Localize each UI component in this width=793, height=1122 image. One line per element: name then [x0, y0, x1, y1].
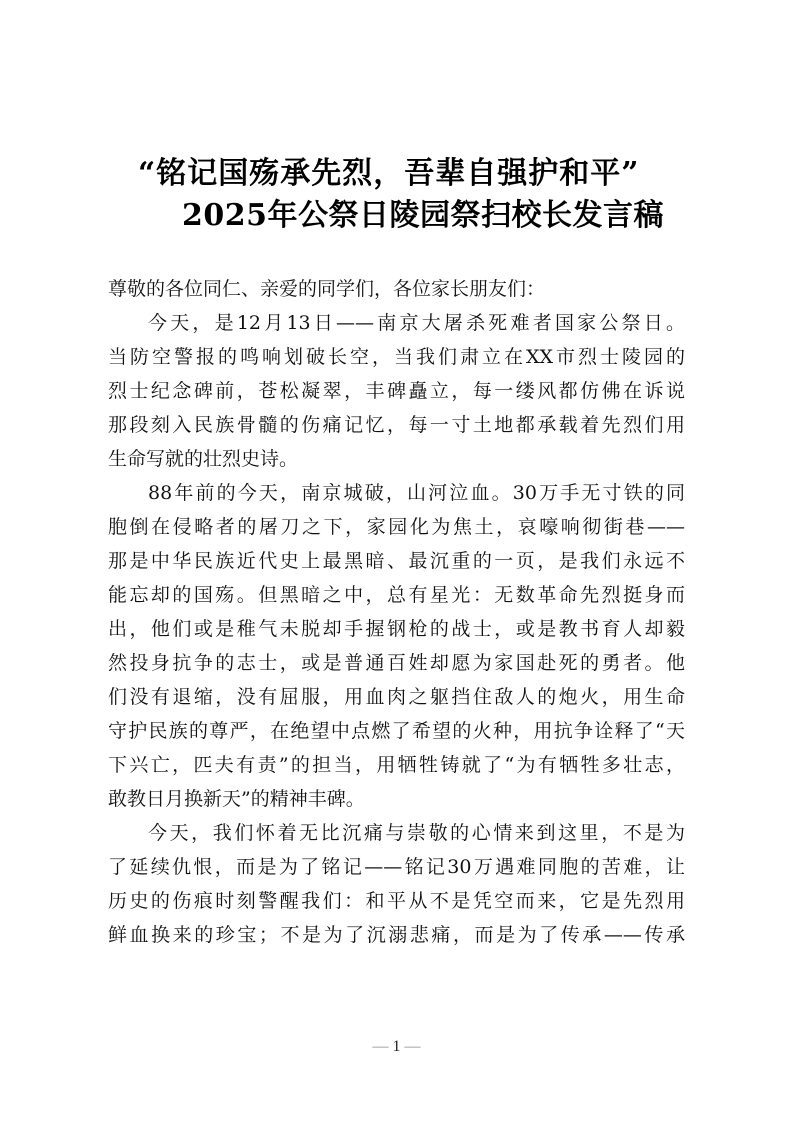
text-line: 历史的伤痕时刻警醒我们：和平从不是凭空而来，它是先烈用	[108, 890, 685, 912]
text-line: 然投身抗争的志士，或是普通百姓却愿为家国赴死的勇者。他	[108, 652, 685, 674]
document-body	[108, 272, 698, 952]
footer-dash-right: —	[404, 1038, 421, 1055]
text-line: 能忘却的国殇。但黑暗之中，总有星光：无数革命先烈挺身而	[108, 584, 685, 606]
text-line: 烈士纪念碑前，苍松凝翠，丰碑矗立，每一缕风都仿佛在诉说	[108, 380, 685, 402]
text-line: 当防空警报的鸣响划破长空，当我们肃立在XX市烈士陵园的	[108, 346, 685, 368]
text-line: 那段刻入民族骨髓的伤痛记忆，每一寸土地都承载着先烈们用	[108, 414, 685, 436]
text-line: 鲜血换来的珍宝；不是为了沉溺悲痛，而是为了传承——传承	[108, 924, 685, 946]
text-line: 敢教日月换新天”的精神丰碑。	[108, 788, 365, 810]
text-line: 下兴亡，匹夫有责”的担当，用牺牲铸就了“为有牺牲多壮志，	[108, 754, 685, 776]
page-footer	[0, 1038, 793, 1056]
text-line: 了延续仇恨，而是为了铭记——铭记30万遇难同胞的苦难，让	[108, 856, 685, 878]
text-line: 那是中华民族近代史上最黑暗、最沉重的一页，是我们永远不	[108, 550, 685, 572]
text-line: 尊敬的各位同仁、亲爱的同学们，各位家长朋友们：	[108, 278, 546, 300]
title-line-2: 2025年公祭日陵园祭扫校长发言稿	[182, 198, 664, 233]
text-line: 守护民族的尊严，在绝望中点燃了希望的火种，用抗争诠释了“天	[108, 720, 685, 742]
text-line: 今天，我们怀着无比沉痛与崇敬的心情来到这里，不是为	[148, 822, 685, 844]
text-line: 今天，是12月13日——南京大屠杀死难者国家公祭日。	[148, 312, 685, 334]
text-line: 出，他们或是稚气未脱却手握钢枪的战士，或是教书育人却毅	[108, 618, 685, 640]
text-line: 生命写就的壮烈史诗。	[108, 448, 299, 470]
text-line: 胞倒在侵略者的屠刀之下，家园化为焦土，哀嚎响彻街巷——	[108, 516, 685, 538]
footer-dash-left: —	[372, 1038, 389, 1055]
text-line: 88年前的今天，南京城破，山河泣血。30万手无寸铁的同	[148, 482, 685, 504]
title-line-1: “铭记国殇承先烈，吾辈自强护和平”	[138, 156, 640, 191]
page-number: 1	[392, 1038, 401, 1055]
text-line: 们没有退缩，没有屈服，用血肉之躯挡住敌人的炮火，用生命	[108, 686, 685, 708]
